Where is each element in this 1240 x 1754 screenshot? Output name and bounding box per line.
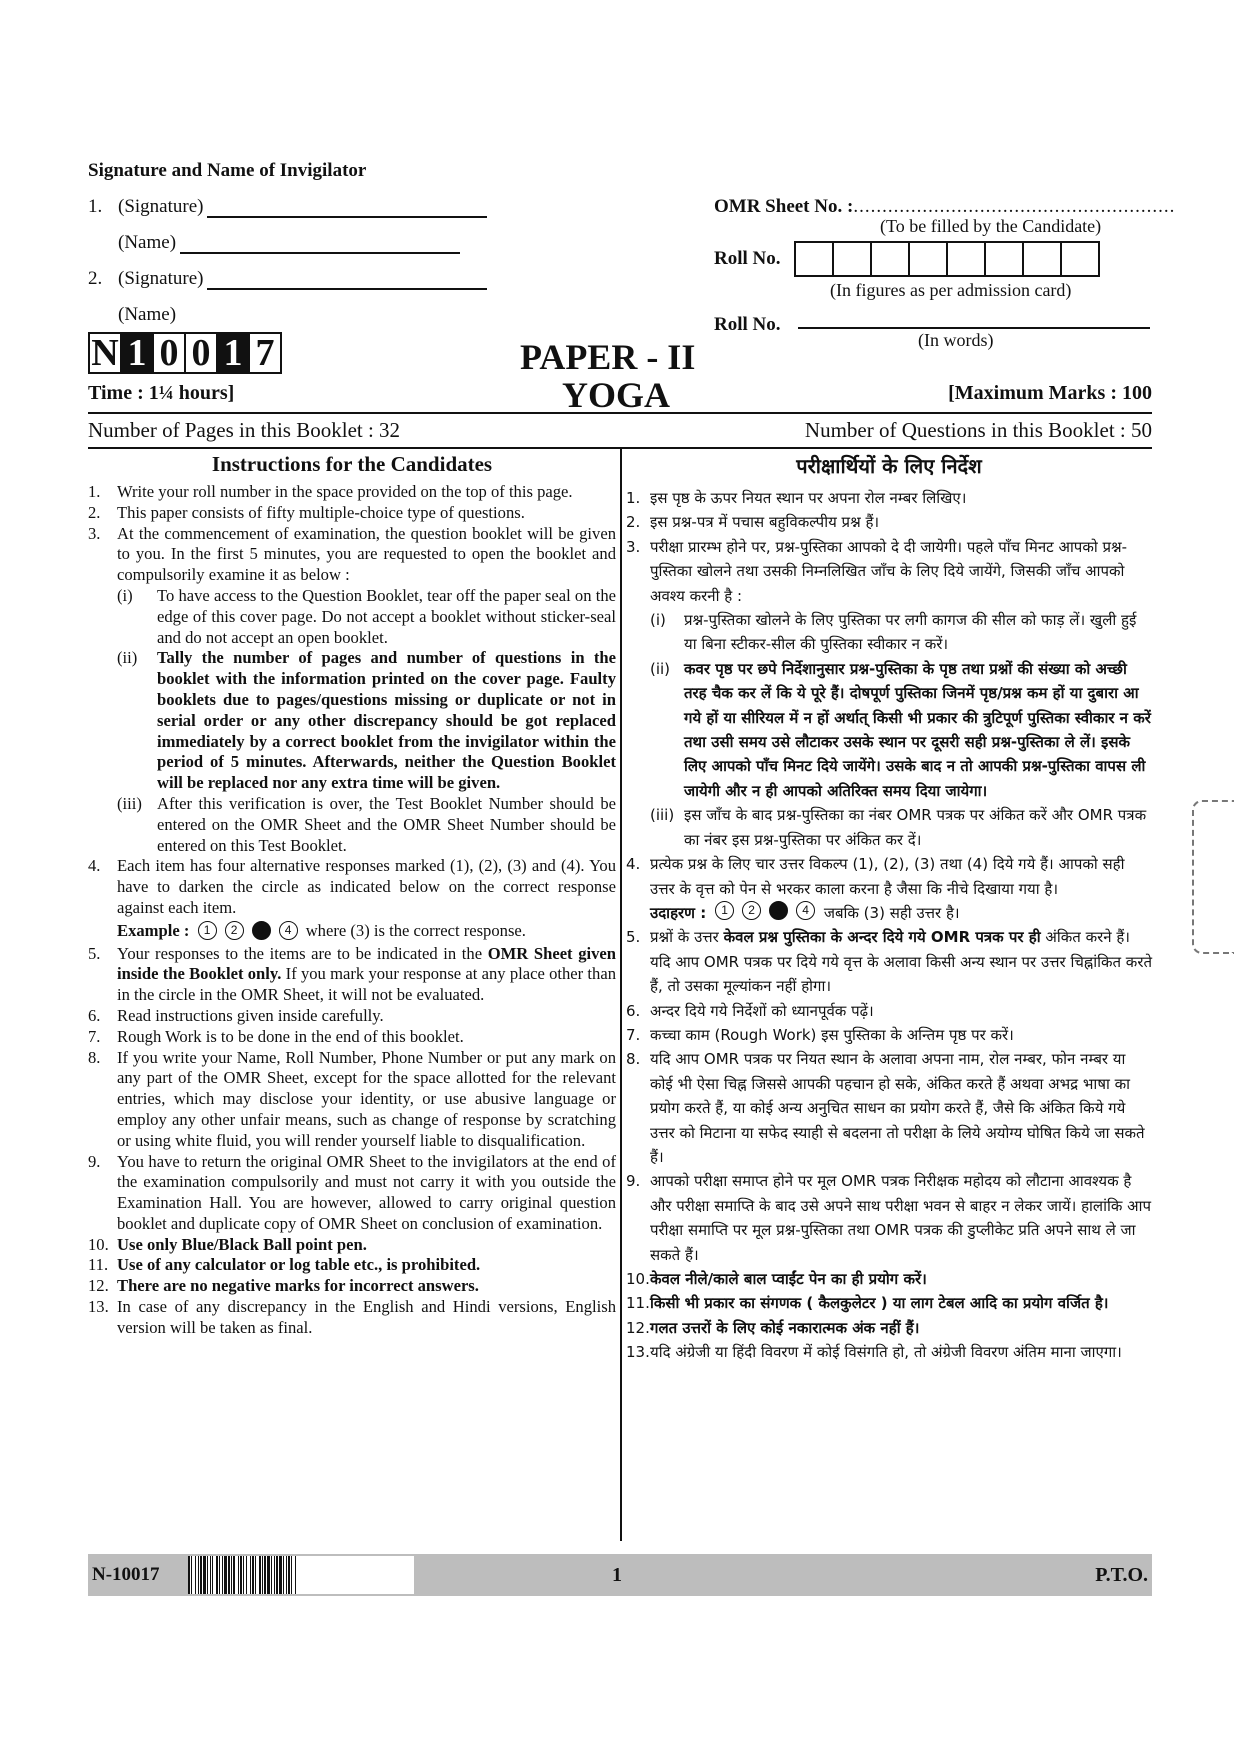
invigilator-heading: Signature and Name of Invigilator <box>88 160 367 181</box>
list-subitem: (iii) After this verification is over, the Test Booklet Number should be entered on the OMR Sheet and the OMR Sheet Number should be entered on this Test Booklet. <box>117 793 616 855</box>
option-circle: 1 <box>715 901 734 920</box>
max-marks: [Maximum Marks : 100 <box>948 382 1152 404</box>
omr-note: (To be filled by the Candidate) <box>880 216 1102 236</box>
sign-label: (Signature) <box>118 196 204 217</box>
list-item: 12. गलत उत्तरों के लिए कोई नकारात्मक अंक नहीं हैं। <box>626 1318 920 1337</box>
list-item: 11. किसी भी प्रकार का संगणक ( कैलकुलेटर ) या लाग टेबल आदि का प्रयोग वर्जित है। <box>626 1294 1109 1313</box>
subject-title: YOGA <box>562 375 670 415</box>
roll-no-words-note: (In words) <box>918 330 994 350</box>
code-char: 1 <box>216 332 250 374</box>
english-instructions <box>88 482 616 1339</box>
english-title: Instructions for the Candidates <box>211 452 493 476</box>
option-circle: 4 <box>796 901 815 920</box>
paper-title: PAPER - II <box>520 337 696 377</box>
list-item: 6. Read instructions given inside carefully. <box>88 1005 384 1025</box>
sign-label: (Signature) <box>118 268 204 289</box>
pages-count: Number of Pages in this Booklet : 32 <box>88 418 401 442</box>
pto-label: P.T.O. <box>1095 1564 1148 1586</box>
code-char: 1 <box>120 332 154 374</box>
list-item: 7. Rough Work is to be done in the end of this booklet. <box>88 1026 464 1046</box>
list-item: 9. आपको परीक्षा समाप्त होने पर मूल OMR पत्रक निरीक्षक महोदय को लौटाना आवश्यक है और परीक्षा समाप्ति के बाद उसे अपने साथ परीक्षा भवन से बाहर न लेकर जायें। हालांकि आप परीक्षा समाप्ति पर मूल प्रश्न-पुस्तिका तथा OMR पत्रक की डुप्लीकेट प्रति अपने साथ ले जा सकते हैं। <box>626 1172 1152 1264</box>
list-item: 5. Your responses to the items are to be indicated in the OMR Sheet given inside the Booklet only. If you mark your response at any place other than in the circle in the OMR Sheet, it will not be evaluated. <box>88 943 616 1005</box>
option-circle: 1 <box>198 921 217 940</box>
perforation-mark <box>1192 800 1234 954</box>
name-label: (Name) <box>118 304 177 325</box>
example-row: उदाहरण : 1 2 3 4 जबकि (3) सही उत्तर है। <box>650 902 960 922</box>
list-item: 12. There are no negative marks for incorrect answers. <box>88 1276 479 1296</box>
list-item: 1. इस पृष्ठ के ऊपर नियत स्थान पर अपना रोल नम्बर लिखिए। <box>626 489 967 507</box>
name-label: (Name) <box>118 232 177 253</box>
divider <box>88 412 1152 414</box>
list-subitem: (i) To have access to the Question Booklet, tear off the paper seal on the edge of this cover page. Do not accept a booklet without sticker-seal and do not accept an open booklet. <box>117 585 616 647</box>
list-subitem: (ii) Tally the number of pages and number of questions in the booklet with the information printed on the cover page. Faulty booklets due to pages/questions missing or duplicate or not in serial order or any other discrepancy should be got replaced immediately by a correct booklet from the invigilator within the period of 5 minutes. Afterwards, neither the Question Booklet will be replaced nor any extra time will be given. <box>117 648 616 793</box>
questions-count: Number of Questions in this Booklet : 50 <box>804 418 1152 442</box>
example-row: Example : 1 2 3 4 where (3) is the correct response. <box>117 920 526 940</box>
barcode-bar <box>296 1556 298 1594</box>
list-subitem: (i) प्रश्न-पुस्तिका खोलने के लिए पुस्तिका पर लगी कागज की सील को फाड़ लें। खुली हुई या बिना स्टीकर-सील की पुस्तिका स्वीकार न करें। <box>650 611 1137 654</box>
list-item: 10. केवल नीले/काले बाल प्वाईंट पेन का ही प्रयोग करें। <box>626 1270 927 1288</box>
list-item: 5. प्रश्नों के उत्तर केवल प्रश्न पुस्तिका के अन्दर दिये गये OMR पत्रक पर ही अंकित करने हैं। यदि आप OMR पत्रक पर दिये गये वृत्त के अलावा किसी अन्य स्थान पर उत्तर चिह्नांकित करते हैं, तो उसका मूल्यांकन नहीं होगा। <box>626 928 1153 996</box>
list-item: 13. यदि अंग्रेजी या हिंदी विवरण में कोई विसंगति हो, तो अंग्रेजी विवरण अंतिम माना जाएगा। <box>626 1343 1122 1362</box>
list-item: 9. You have to return the original OMR Sheet to the invigilators at the end of the examination compulsorily and must not carry it with you outside the Examination Hall. You are however, allowed to carry original question booklet and duplicate copy of OMR Sheet on conclusion of examination. <box>88 1151 616 1233</box>
name-line[interactable] <box>180 234 460 254</box>
option-circle: 2 <box>742 901 761 920</box>
roll-no-note: (In figures as per admission card) <box>830 280 1072 300</box>
page-number: 1 <box>612 1564 622 1586</box>
list-item: 3. At the commencement of examination, the question booklet will be given to you. In the first 5 minutes, you are requested to open the booklet and compulsorily examine it as below : <box>88 523 616 585</box>
list-item: 4. प्रत्येक प्रश्न के लिए चार उत्तर विकल्प (1), (2), (3) तथा (4) दिये गये हैं। आपको सही उत्तर के वृत्त को पेन से भरकर काला करना है जैसा कि नीचे दिखाया गया है। <box>626 855 1125 898</box>
option-circle-filled: 3 <box>769 901 788 920</box>
column-divider <box>620 449 622 1541</box>
list-subitem: (iii) इस जाँच के बाद प्रश्न-पुस्तिका का नंबर OMR पत्रक पर अंकित करें और OMR पत्रक का नंबर इस प्रश्न-पुस्तिका पर अंकित कर दें। <box>650 806 1147 849</box>
list-item: 3. परीक्षा प्रारम्भ होने पर, प्रश्न-पुस्तिका आपको दे दी जायेगी। पहले पाँच मिनट आपको प्रश्न-पुस्तिका खोलने तथा उसकी निम्नलिखित जाँच के लिए दिये जायेंगे, जिसकी जाँच आपको अवश्य करनी है : <box>626 537 1128 605</box>
paper-code-boxes <box>90 332 282 374</box>
option-circle-filled: 3 <box>252 921 271 940</box>
footer-code: N-10017 <box>92 1564 160 1585</box>
hindi-instructions <box>626 486 1152 1365</box>
option-circle: 4 <box>279 921 298 940</box>
invigilator-name-2 <box>88 304 176 326</box>
invigilator-sign-2: 2. (Signature) <box>88 268 487 290</box>
option-circle: 2 <box>225 921 244 940</box>
list-item: 8. If you write your Name, Roll Number, Phone Number or put any mark on any part of the OMR Sheet, except for the space allotted for the relevant entries, which may disclose your identity, or use abusive language or employ any other unfair means, such as change of response by scratching or using white fluid, you will render yourself liable to disqualification. <box>88 1047 616 1150</box>
code-char: 0 <box>152 332 186 374</box>
list-item: 11. Use of any calculator or log table etc., is prohibited. <box>88 1255 481 1275</box>
list-item: 8. यदि आप OMR पत्रक पर नियत स्थान के अलावा अपना नाम, रोल नम्बर, फोन नम्बर या कोई भी ऐसा चिह्न जिससे आपकी पहचान हो सके, अंकित करते हैं अथवा अभद्र भाषा का प्रयोग करते हैं, या कोई अन्य अनुचित साधन का प्रयोग करते हैं, जैसे कि अंकित किये गये उत्तर को मिटाना या सफेद स्याही से बदलना तो परीक्षा के लिये अयोग्य घोषित किये जा सकते हैं। <box>626 1050 1145 1166</box>
hindi-title: परीक्षार्थियों के लिए निर्देश <box>796 454 982 478</box>
sign-line[interactable] <box>207 270 487 290</box>
roll-no-boxes[interactable] <box>796 241 1100 277</box>
list-subitem: (ii) कवर पृष्ठ पर छपे निर्देशानुसार प्रश्न-पुस्तिका के पृष्ठ तथा प्रश्नों की संख्या को अच्छी तरह चैक कर लें कि ये पूरे हैं। दोषपूर्ण पुस्तिका जिनमें पृष्ठ/प्रश्न कम हों या दुबारा आ गये हों या सीरियल में न हों अर्थात् किसी भी प्रकार की त्रुटिपूर्ण पुस्तिका स्वीकार न करें तथा उसी समय उसे लौटाकर उसके स्थान पर दूसरी सही प्रश्न-पुस्तिका ले लें। इसके लिए आपको पाँच मिनट दिये जायेंगे। उसके बाद न तो आपकी प्रश्न-पुस्तिका वापस ली जायेगी और न ही आपको अतिरिक्त समय दिया जायेगा। <box>650 659 1151 800</box>
list-item: 13. In case of any discrepancy in the English and Hindi versions, English version will be taken as final. <box>88 1297 616 1337</box>
code-char: 0 <box>184 332 218 374</box>
list-item: 6. अन्दर दिये गये निर्देशों को ध्यानपूर्वक पढ़ें। <box>626 1001 874 1020</box>
list-item: 4. Each item has four alternative responses marked (1), (2), (3) and (4). You have to darken the circle as indicated below on the correct response against each item. <box>88 856 616 917</box>
invigilator-sign-1: 1. (Signature) <box>88 196 487 218</box>
exam-time: Time : 1¼ hours] <box>88 382 235 404</box>
list-item: 7. कच्चा काम (Rough Work) इस पुस्तिका के अन्तिम पृष्ठ पर करें। <box>626 1025 1014 1044</box>
roll-no-words-label: Roll No. <box>714 314 781 335</box>
list-item: 2. इस प्रश्न-पत्र में पचास बहुविकल्पीय प्रश्न हैं। <box>626 513 880 532</box>
roll-no-words-line[interactable] <box>798 327 1150 329</box>
omr-sheet-no: OMR Sheet No. :........................................................ <box>714 196 1176 217</box>
barcode <box>188 1556 414 1594</box>
invigilator-name-1 <box>88 232 460 254</box>
roll-no-label: Roll No. <box>714 248 781 269</box>
sign-line[interactable] <box>207 198 487 218</box>
list-item: 10. Use only Blue/Black Ball point pen. <box>88 1234 367 1254</box>
list-item: 2. This paper consists of fifty multiple-choice type of questions. <box>88 502 525 522</box>
code-char: N <box>88 332 122 374</box>
code-char: 7 <box>248 332 282 374</box>
list-item: 1. Write your roll number in the space provided on the top of this page. <box>88 482 573 501</box>
